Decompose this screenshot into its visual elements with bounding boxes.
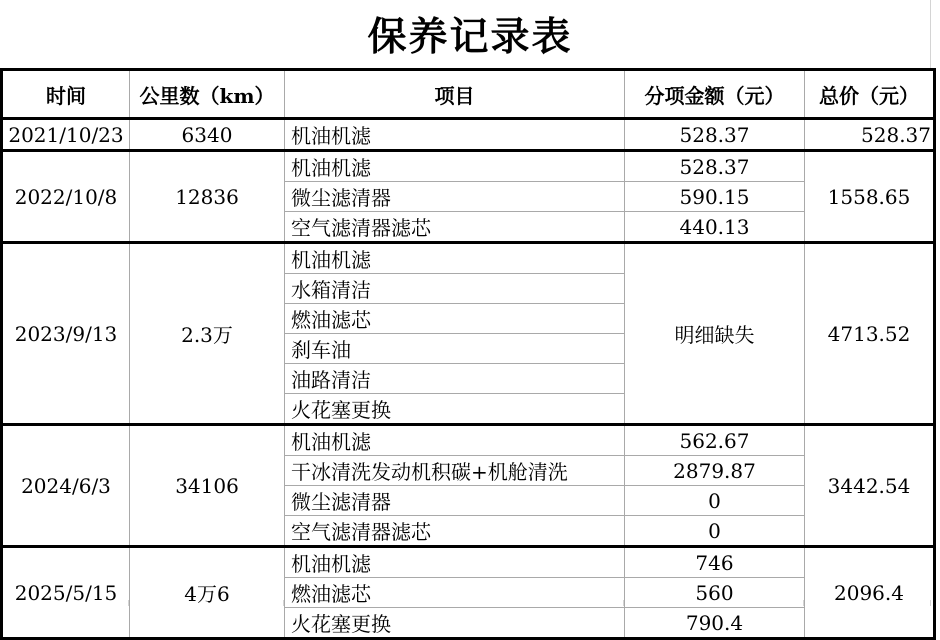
total-cell[interactable]: 3442.54 xyxy=(805,425,935,547)
date-cell[interactable]: 2024/6/3 xyxy=(2,425,130,547)
item-cell[interactable]: 燃油滤芯 xyxy=(285,578,625,608)
amount-cell[interactable]: 746 xyxy=(625,547,805,578)
table-row xyxy=(2,119,935,151)
item-cell[interactable]: 机油机滤 xyxy=(285,243,625,274)
col-header-km[interactable]: 公里数（km） xyxy=(130,70,285,119)
km-cell[interactable]: 12836 xyxy=(130,151,285,243)
col-header-total[interactable]: 总价（元） xyxy=(805,70,935,119)
record-group-2022 xyxy=(2,151,935,243)
date-cell[interactable]: 2022/10/8 xyxy=(2,151,130,243)
km-cell[interactable]: 2.3万 xyxy=(130,243,285,425)
item-cell[interactable]: 机油机滤 xyxy=(285,425,625,456)
item-cell[interactable]: 微尘滤清器 xyxy=(285,486,625,516)
item-cell[interactable]: 刹车油 xyxy=(285,334,625,364)
amount-cell[interactable]: 440.13 xyxy=(625,212,805,243)
total-cell[interactable]: 4713.52 xyxy=(805,243,935,425)
item-cell[interactable]: 机油机滤 xyxy=(285,151,625,182)
amount-cell[interactable]: 790.4 xyxy=(625,608,805,639)
table-row xyxy=(2,151,935,182)
col-header-subamount[interactable]: 分项金额（元） xyxy=(625,70,805,119)
amount-missing-cell[interactable]: 明细缺失 xyxy=(625,243,805,425)
item-cell[interactable]: 燃油滤芯 xyxy=(285,304,625,334)
item-cell[interactable]: 机油机滤 xyxy=(285,119,625,151)
km-cell[interactable]: 4万6 xyxy=(130,547,285,639)
item-cell[interactable]: 干冰清洗发动机积碳+机舱清洗 xyxy=(285,456,625,486)
spreadsheet-gridline xyxy=(930,600,931,606)
table-row xyxy=(2,425,935,456)
spreadsheet-gridline xyxy=(803,600,804,606)
item-cell[interactable]: 油路清洁 xyxy=(285,364,625,394)
table-row xyxy=(2,243,935,274)
col-header-time[interactable]: 时间 xyxy=(2,70,130,119)
amount-cell[interactable]: 2879.87 xyxy=(625,456,805,486)
amount-cell[interactable]: 528.37 xyxy=(625,151,805,182)
amount-cell[interactable]: 590.15 xyxy=(625,182,805,212)
item-cell[interactable]: 空气滤清器滤芯 xyxy=(285,516,625,547)
amount-cell[interactable]: 0 xyxy=(625,486,805,516)
record-group-2021 xyxy=(2,119,935,151)
total-cell[interactable]: 528.37 xyxy=(805,119,935,151)
table-row xyxy=(2,547,935,578)
page-title: 保养记录表 xyxy=(367,14,573,60)
amount-cell[interactable]: 0 xyxy=(625,516,805,547)
title-row xyxy=(0,0,940,68)
record-group-2025 xyxy=(2,547,935,639)
header-row xyxy=(2,70,935,119)
total-cell[interactable]: 1558.65 xyxy=(805,151,935,243)
km-cell[interactable]: 34106 xyxy=(130,425,285,547)
date-cell[interactable]: 2021/10/23 xyxy=(2,119,130,151)
amount-cell[interactable]: 560 xyxy=(625,578,805,608)
km-cell[interactable]: 6340 xyxy=(130,119,285,151)
item-cell[interactable]: 微尘滤清器 xyxy=(285,182,625,212)
table-header xyxy=(2,70,935,119)
item-cell[interactable]: 火花塞更换 xyxy=(285,394,625,425)
item-cell[interactable]: 火花塞更换 xyxy=(285,608,625,639)
total-cell[interactable]: 2096.4 xyxy=(805,547,935,639)
col-header-item[interactable]: 项目 xyxy=(285,70,625,119)
item-cell[interactable]: 机油机滤 xyxy=(285,547,625,578)
date-cell[interactable]: 2023/9/13 xyxy=(2,243,130,425)
spreadsheet-gridline xyxy=(283,600,284,606)
spreadsheet-gridline xyxy=(930,0,931,68)
record-group-2023 xyxy=(2,243,935,425)
amount-cell[interactable]: 528.37 xyxy=(625,119,805,151)
spreadsheet-gridline xyxy=(623,600,624,606)
item-cell[interactable]: 水箱清洁 xyxy=(285,274,625,304)
item-cell[interactable]: 空气滤清器滤芯 xyxy=(285,212,625,243)
spreadsheet-gridline xyxy=(128,600,129,606)
amount-cell[interactable]: 562.67 xyxy=(625,425,805,456)
date-cell[interactable]: 2025/5/15 xyxy=(2,547,130,639)
maintenance-record-table xyxy=(0,68,936,640)
record-group-2024 xyxy=(2,425,935,547)
